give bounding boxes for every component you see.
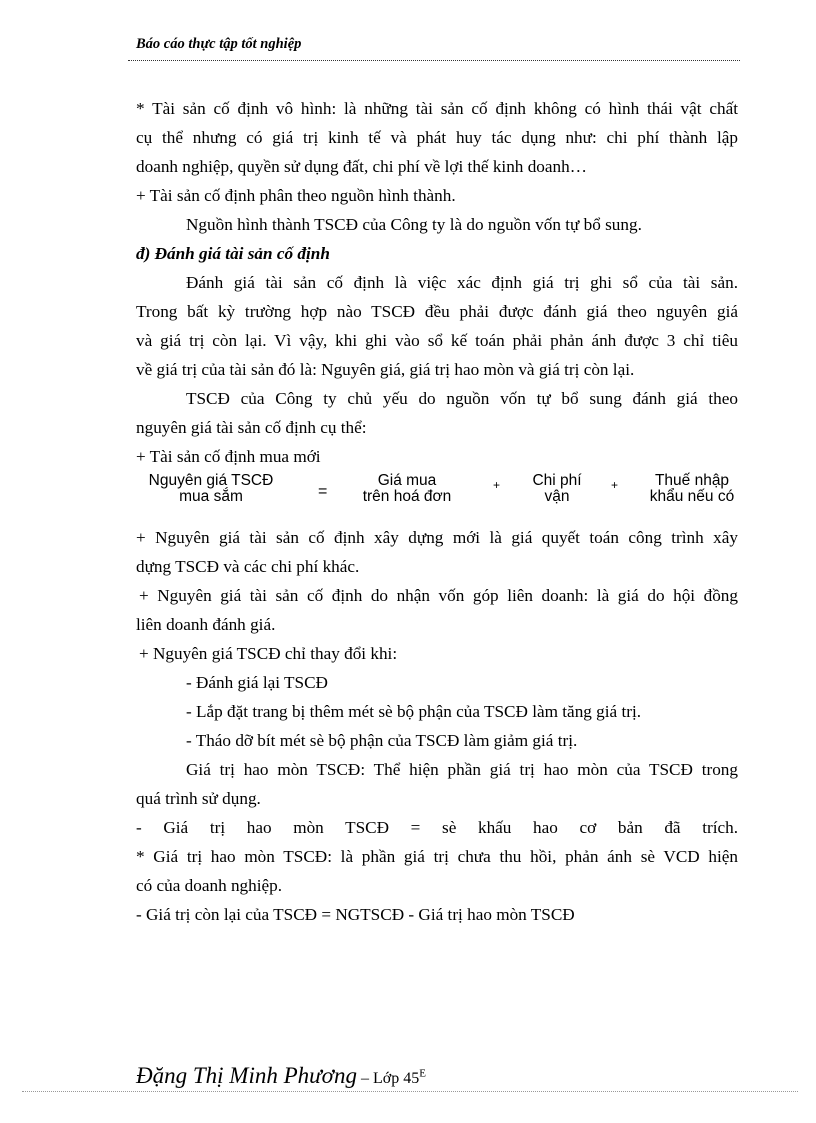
formula-term-line: mua sắm [179,488,243,505]
footer-divider [22,1091,798,1092]
paragraph-line: dựng TSCĐ và các chi phí khác. [136,557,360,576]
formula-term-line: Chi phí [532,472,582,489]
formula-plus: + [493,478,501,492]
author-name: Đặng Thị Minh Phương [136,1063,357,1088]
class-label [356,1067,426,1087]
formula-term-line: vận [544,488,570,505]
formula-term-line: Thuế nhập [654,472,730,489]
formula-equals: = [318,483,328,500]
formula-term-line: trên hoá đơn [362,488,452,505]
paragraph-line: Trong bất kỳ trường hợp nào TSCĐ đều phải được đánh giá theo nguyên giá [136,302,738,321]
paragraph-line: liên doanh đánh giá. [136,615,276,634]
paragraph-line: * Giá trị hao mòn TSCĐ: là phần giá trị chưa thu hồi, phản ánh sè VCD hiện [136,847,738,866]
paragraph-line: quá trình sử dụng. [136,789,261,808]
paragraph-line: - Giá trị hao mòn TSCĐ = sè khấu hao cơ bản đã trích. [136,818,738,837]
section-heading: đ) Đánh giá tài sản cố định [136,244,330,263]
paragraph-line: Giá trị hao mòn TSCĐ: Thể hiện phần giá trị hao mòn của TSCĐ trong [186,760,738,779]
list-item: - Đánh giá lại TSCĐ [186,673,328,692]
formula-term-import-tax [642,473,742,505]
paragraph-line: Đánh giá tài sản cố định là việc xác định giá trị ghi sổ của tài sản. [186,273,738,292]
formula-term-line: Nguyên giá TSCĐ [148,472,274,489]
paragraph-line: về giá trị của tài sản đó là: Nguyên giá, giá trị hao mòn và giá trị còn lại. [136,360,635,379]
class-superscript: E [419,1067,426,1080]
paragraph-line: - Giá trị còn lại của TSCĐ = NGTSCĐ - Giá trị hao mòn TSCĐ [136,905,575,924]
list-item: - Tháo dỡ bít mét sè bộ phận của TSCĐ làm giảm giá trị. [186,731,578,750]
body-text [136,94,738,929]
paragraph-line: doanh nghiệp, quyền sử dụng đất, chi phí về lợi thế kinh doanh… [136,157,587,176]
formula-term-line: khẩu nếu có [649,488,735,505]
cost-formula [136,471,738,523]
list-item: - Lắp đặt trang bị thêm mét sè bộ phận của TSCĐ làm tăng giá trị. [186,702,642,721]
paragraph-line: + Nguyên giá tài sản cố định do nhận vốn góp liên doanh: là giá do hội đồng [139,586,738,605]
formula-term-purchase-cost [136,473,286,505]
paragraph-line: cụ thể nhưng có giá trị kinh tế và phát huy tác dụng như: chi phí thành lập [136,128,738,147]
paragraph-line: * Tài sản cố định vô hình: là những tài sản cố định không có hình thái vật chất [136,99,738,118]
footer-author [136,1063,426,1089]
paragraph-line: Nguồn hình thành TSCĐ của Công ty là do nguồn vốn tự bổ sung. [186,215,642,234]
paragraph-line: có của doanh nghiệp. [136,876,283,895]
paragraph-line: + Tài sản cố định mua mới [136,447,321,466]
paragraph-line: nguyên giá tài sản cố định cụ thể: [136,418,367,437]
paragraph-line: + Nguyên giá tài sản cố định xây dựng mới là giá quyết toán công trình xây [136,528,738,547]
header-title: Báo cáo thực tập tốt nghiệp [136,36,302,52]
paragraph-line: TSCĐ của Công ty chủ yếu do nguồn vốn tự bổ sung đánh giá theo [186,389,738,408]
header-divider [128,60,740,61]
formula-term-invoice-price [348,473,466,505]
paragraph-line: + Nguyên giá TSCĐ chỉ thay đổi khi: [139,644,398,663]
formula-term-transport-cost [520,473,594,505]
formula-term-line: Giá mua [377,472,437,489]
class-prefix: – Lớp 45 [356,1070,420,1087]
formula-plus: + [611,478,619,492]
paragraph-line: và giá trị còn lại. Vì vậy, khi ghi vào sổ kế toán phải phản ánh được 3 chỉ tiêu [136,331,738,350]
paragraph-line: + Tài sản cố định phân theo nguồn hình thành. [136,186,456,205]
